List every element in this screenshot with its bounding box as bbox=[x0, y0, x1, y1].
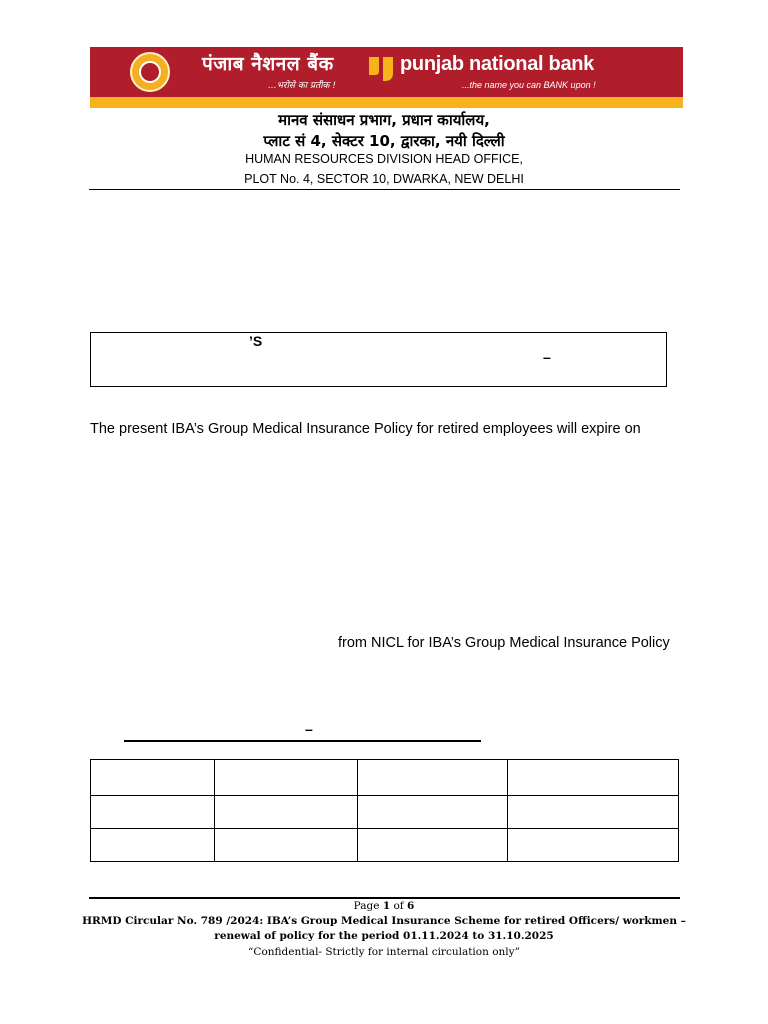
page-number bbox=[0, 900, 768, 912]
office-english-line1: HUMAN RESOURCES DIVISION HEAD OFFICE, bbox=[245, 152, 523, 166]
pnb-logo-icon bbox=[367, 53, 395, 83]
table-cell bbox=[357, 796, 508, 829]
tagline-english: ...the name you can BANK upon ! bbox=[462, 80, 596, 90]
table-cell bbox=[214, 760, 357, 796]
table-cell bbox=[508, 760, 679, 796]
footer-confidential-note: “Confidential- Strictly for internal circulation only” bbox=[248, 946, 520, 958]
table-row bbox=[91, 760, 679, 796]
underlined-heading-rule bbox=[124, 740, 481, 742]
subject-fragment-apostrophe: ’S bbox=[249, 333, 263, 349]
table-cell bbox=[508, 796, 679, 829]
table-cell bbox=[357, 760, 508, 796]
page-of: of bbox=[390, 900, 408, 912]
body-paragraph-1: The present IBA’s Group Medical Insurance Policy for retired employees will expire on bbox=[90, 421, 641, 437]
subject-box bbox=[90, 332, 667, 387]
subject-fragment-dash: – bbox=[543, 349, 551, 365]
premium-table bbox=[90, 759, 679, 862]
table-cell bbox=[91, 760, 215, 796]
table-cell bbox=[214, 829, 357, 862]
office-hindi-line2: प्लाट सं 4, सेक्टर 10, द्वारका, नयी दिल्ली bbox=[263, 132, 505, 150]
table-cell bbox=[214, 796, 357, 829]
body-paragraph-2: from NICL for IBA’s Group Medical Insurance Policy bbox=[338, 635, 670, 651]
parivartan-seal-icon bbox=[130, 52, 170, 92]
bank-name-english: punjab national bank bbox=[400, 53, 595, 75]
office-english-line2: PLOT No. 4, SECTOR 10, DWARKA, NEW DELHI bbox=[244, 172, 524, 186]
table-row bbox=[91, 796, 679, 829]
office-hindi-line1: मानव संसाधन प्रभाग, प्रधान कार्यालय, bbox=[278, 111, 490, 129]
table-cell bbox=[357, 829, 508, 862]
footer-circular-line1: HRMD Circular No. 789 /2024: IBA’s Group Medical Insurance Scheme for retired Officers/ workmen – bbox=[82, 915, 686, 927]
page-total: 6 bbox=[407, 900, 415, 912]
table-cell bbox=[91, 796, 215, 829]
table-cell bbox=[508, 829, 679, 862]
bank-name-hindi: पंजाब नैशनल बैंक bbox=[202, 53, 334, 75]
page-current: 1 bbox=[382, 900, 391, 912]
table-row bbox=[91, 829, 679, 862]
footer-circular-line2: renewal of policy for the period 01.11.2024 to 31.10.2025 bbox=[214, 930, 554, 942]
header-divider bbox=[89, 189, 680, 190]
table-cell bbox=[91, 829, 215, 862]
underlined-heading-dash: – bbox=[305, 721, 313, 737]
page-prefix: Page bbox=[353, 900, 383, 912]
footer-divider bbox=[89, 897, 680, 899]
tagline-hindi: ...भरोसे का प्रतीक ! bbox=[268, 81, 336, 91]
letterhead-strip bbox=[90, 97, 683, 108]
